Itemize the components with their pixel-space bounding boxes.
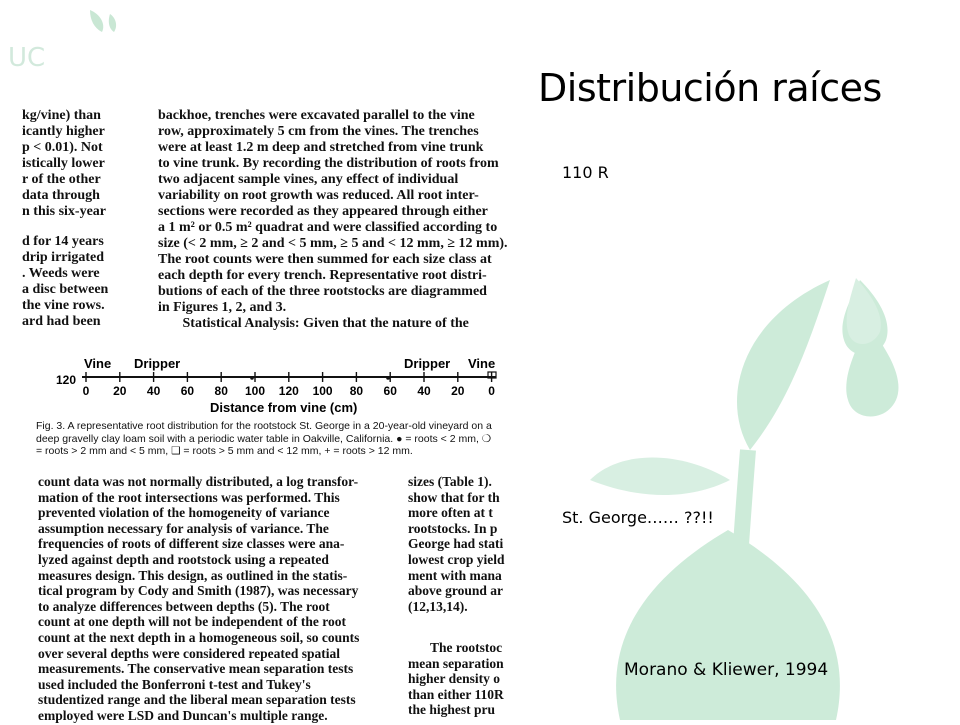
text-line: istically lower [22,156,105,171]
text-line: backhoe, trenches were excavated parallel to the vine [158,108,475,123]
text-line: n this six-year [22,204,106,219]
text-line: measurements. The conservative mean separation tests [38,661,354,677]
text-line: a 1 m² or 0.5 m² quadrat and were classified according to [158,220,498,235]
axis-tick-label: 0 [488,384,495,398]
caption-line: deep gravelly clay loam soil with a periodic water table in Oakville, California. ● = roots < 2 mm, ❍ [36,432,492,445]
text-line: assumption necessary for analysis of variance. The [38,520,329,536]
axis-tick-label: 40 [146,384,161,398]
text-line: two adjacent sample vines, any effect of individual [158,172,459,187]
axis-tick-label: 60 [180,384,195,398]
axis-tick-label: 100 [312,384,333,398]
label-vine-right: Vine [468,356,496,371]
leaf-logo-icon [0,0,130,80]
text-line: were at least 1.2 m deep and stretched from vine trunk [158,140,484,155]
text-line: variability on root growth was reduced. All root inter- [158,188,479,203]
text-line: to analyze differences between depths (5). The root [38,598,330,614]
axis-tick-label: 100 [244,384,266,398]
text-line: r of the other [22,172,101,187]
text-line: p < 0.01). Not [22,140,103,155]
axis-tick-label: 0 [82,384,90,398]
text-line: than either 110R [408,686,504,702]
text-line: count at the next depth in a homogeneous soil, so counts [38,629,360,645]
text-line: in Figures 1, 2, and 3. [158,300,287,315]
text-line: over several depths were considered repeated spatial [38,645,340,661]
text-line: size (< 2 mm, ≥ 2 and < 5 mm, ≥ 5 and < 12 mm, ≥ 12 mm). [158,236,508,251]
text-line: sections were recorded as they appeared through either [158,204,488,219]
root-marker-dot [250,376,254,380]
plant-illustration [560,150,960,720]
scan-right-fragment [408,474,512,614]
text-line: rootstocks. In p [408,520,498,536]
text-line: d for 14 years [22,234,104,249]
figure-caption [36,420,506,458]
text-line: butions of each of the three rootstocks are diagrammed [158,284,487,299]
text-line: each depth for every trench. Representative root distri- [158,268,487,283]
caption-line: = roots > 2 mm and < 5 mm, ❑ = roots > 5 mm and < 12 mm, + = roots > 12 mm. [36,445,413,457]
text-line: George had stati [408,536,504,552]
rootstock-note: 110 R [562,163,609,182]
scan-bottom-body [38,474,384,724]
st-george-note: St. George…… ??!! [562,508,714,527]
text-line: mation of the root intersections was performed. This [38,489,340,505]
label-dripper-right: Dripper [404,356,451,371]
axis-tick-label: 20 [113,384,127,398]
text-line: above ground ar [408,583,504,599]
text-line: a disc between [22,282,109,297]
text-line: drip irrigated [22,250,105,265]
text-line: count data was not normally distributed, a log transfor- [38,474,359,489]
text-line: higher density o [408,671,501,687]
root-marker-dot [386,376,390,380]
axis-tick-label: 40 [417,384,431,398]
scan-left-fragment [22,108,130,330]
text-line: studentized range and the liberal mean separation tests [38,692,356,708]
text-line: used included the Bonferroni t-test and Tukey's [38,676,311,692]
logo [0,0,130,80]
axis-tick-label: 20 [451,384,465,398]
text-line: (12,13,14). [408,598,468,614]
axis-tick-label: 120 [278,384,299,398]
logo-text: UC [8,43,46,73]
slide-title: Distribución raíces [538,66,882,110]
text-line: the highest pru [408,702,496,718]
text-line: measures design. This design, as outlined in the statis- [38,567,348,583]
section-heading: Statistical Analysis: [182,316,300,331]
text-line: to vine trunk. By recording the distribution of roots from [158,156,499,171]
text-line: . Weeds were [22,266,100,281]
text-line: The rootstoc [430,640,503,655]
text-line: lowest crop yield [408,551,505,567]
text-line: tical program by Cody and Smith (1987), was necessary [38,583,359,599]
text-line: icantly higher [22,124,105,139]
text-line: count at one depth will not be independent of the root [38,614,347,630]
text-line [22,220,130,234]
depth-label: 120 [56,373,77,387]
citation: Morano & Kliewer, 1994 [624,660,829,680]
text-line: sizes (Table 1). [408,474,492,489]
axis-ticks [83,372,496,398]
axis-title: Distance from vine (cm) [210,400,358,415]
text-line: employed were LSD and Duncan's multiple range. [38,707,328,723]
caption-line: Fig. 3. A representative root distribution for the rootstock St. George in a 20-year-old vineyard on a [36,420,492,432]
text-line [158,316,510,332]
text-line: row, approximately 5 cm from the vines. The trenches [158,124,479,139]
text-fragment: Given that the nature of the [299,316,469,331]
root-distribution-figure [30,352,510,420]
text-line: ard had been [22,314,101,329]
text-line: The root counts were then summed for each size class at [158,252,492,267]
axis-tick-label: 80 [214,384,228,398]
text-line: the vine rows. [22,298,105,313]
text-line: ment with mana [408,567,502,583]
scan-right-fragment-2 [408,640,512,718]
text-line: show that for th [408,489,500,505]
text-line: more often at t [408,505,493,521]
text-line: mean separation [408,655,504,671]
text-line: frequencies of roots of different size classes were ana- [38,536,345,552]
axis-tick-label: 60 [383,384,397,398]
label-dripper-left: Dripper [134,356,181,371]
label-vine-left: Vine [84,356,112,371]
text-line: lyzed against depth and rootstock using a repeated [38,551,329,567]
text-line: kg/vine) than [22,108,101,123]
text-line: prevented violation of the homogeneity of variance [38,505,330,521]
text-line: data through [22,188,100,203]
axis-tick-label: 80 [349,384,364,398]
scan-top-body [158,108,510,332]
